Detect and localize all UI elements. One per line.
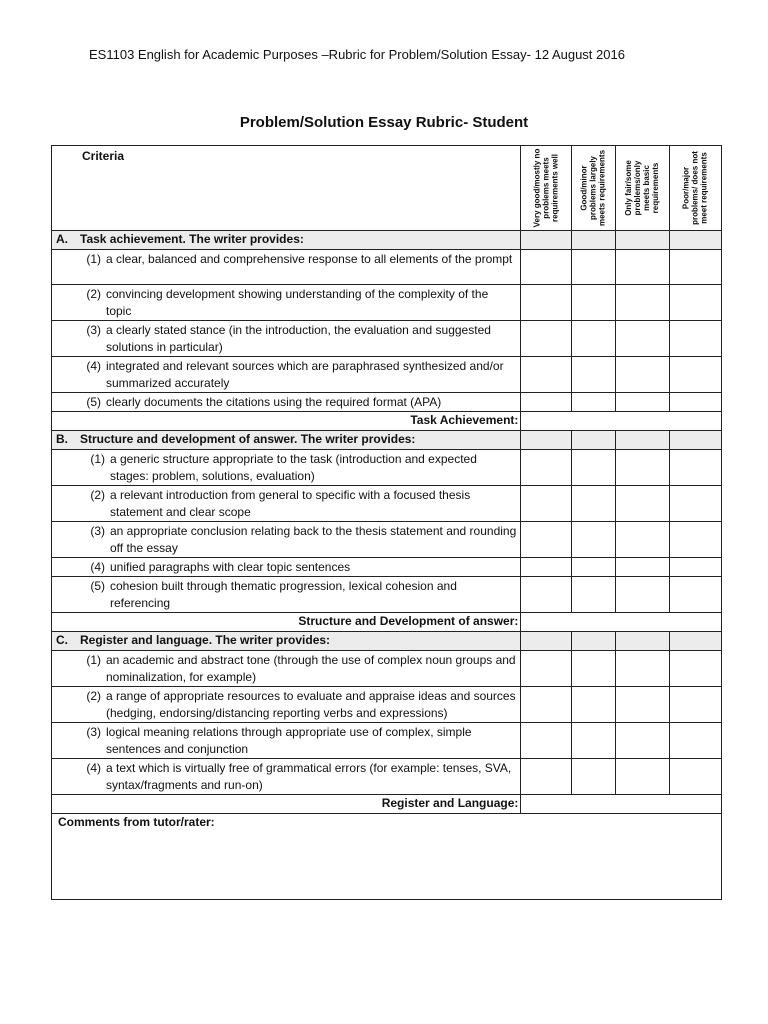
criterion-text: a relevant introduction from general to specific with a focused thesis statement and clear scope (110, 488, 471, 519)
criterion-content (52, 486, 520, 521)
section-rating-cell-very-good[interactable] (521, 431, 571, 450)
criterion-number: (3) (86, 725, 101, 739)
criterion-rating-cell-good[interactable] (571, 250, 615, 285)
section-row (52, 231, 722, 250)
criterion-rating-cell-good[interactable] (571, 522, 615, 558)
section-row (52, 431, 722, 450)
criterion-cell (52, 357, 521, 393)
criterion-number: (4) (86, 761, 101, 775)
rubric-body (52, 146, 722, 900)
criterion-number: (2) (86, 287, 101, 301)
criterion-rating-cell-poor[interactable] (669, 522, 721, 558)
comments-cell[interactable] (52, 814, 722, 900)
criterion-cell (52, 250, 521, 285)
criterion-rating-cell-poor[interactable] (669, 723, 721, 759)
header-row (52, 146, 722, 231)
criterion-content (52, 522, 520, 557)
criterion-rating-cell-poor[interactable] (669, 285, 721, 321)
section-rating-cell-poor[interactable] (669, 431, 721, 450)
criterion-cell (52, 321, 521, 357)
criterion-row (52, 285, 722, 321)
criterion-rating-cell-very-good[interactable] (521, 357, 571, 393)
criterion-rating-cell-only-fair[interactable] (615, 522, 669, 558)
criterion-cell (52, 285, 521, 321)
section-rating-cell-only-fair[interactable] (615, 632, 669, 651)
section-letter: A. (56, 232, 68, 246)
criterion-rating-cell-poor[interactable] (669, 321, 721, 357)
criteria-header-cell (52, 146, 521, 231)
subtotal-value-cell[interactable] (521, 412, 722, 431)
subtotal-label: Register and Language: (52, 795, 521, 814)
rating-label-poor: Poor/major problems/ does not meet requirements (681, 151, 709, 225)
section-rating-cell-very-good[interactable] (521, 231, 571, 250)
criterion-row (52, 651, 722, 687)
criterion-text: an academic and abstract tone (through the use of complex noun groups and nominalization, for example) (106, 653, 516, 684)
criterion-content (52, 393, 520, 411)
criterion-row (52, 723, 722, 759)
criterion-number: (1) (86, 653, 101, 667)
criterion-text: a generic structure appropriate to the task (introduction and expected stages: problem, solutions, evaluation) (110, 452, 477, 483)
page-title: Problem/Solution Essay Rubric- Student (239, 114, 529, 131)
criterion-rating-cell-poor[interactable] (669, 357, 721, 393)
document-header: ES1103 English for Academic Purposes –Rubric for Problem/Solution Essay- 12 August 2016 (89, 47, 625, 62)
criterion-content (52, 250, 520, 268)
criterion-row (52, 450, 722, 486)
section-heading-cell (52, 231, 521, 250)
criterion-rating-cell-only-fair[interactable] (615, 250, 669, 285)
criterion-number: (2) (90, 488, 105, 502)
criterion-row (52, 393, 722, 412)
criterion-rating-cell-poor[interactable] (669, 486, 721, 522)
criterion-cell (52, 393, 521, 412)
subtotal-label: Structure and Development of answer: (52, 613, 521, 632)
subtotal-row (52, 412, 722, 431)
criterion-rating-cell-good[interactable] (571, 321, 615, 357)
criterion-rating-cell-poor[interactable] (669, 250, 721, 285)
criterion-rating-cell-very-good[interactable] (521, 393, 571, 412)
criterion-rating-cell-only-fair[interactable] (615, 759, 669, 795)
criterion-rating-cell-good[interactable] (571, 486, 615, 522)
criterion-text: logical meaning relations through appropriate use of complex, simple sentences and conjunction (106, 725, 472, 756)
criterion-text: unified paragraphs with clear topic sentences (110, 560, 351, 574)
section-rating-cell-very-good[interactable] (521, 632, 571, 651)
criterion-number: (3) (90, 524, 105, 538)
comments-label: Comments from tutor/rater: (58, 815, 215, 829)
criterion-rating-cell-only-fair[interactable] (615, 577, 669, 613)
subtotal-label: Task Achievement: (52, 412, 521, 431)
rating-label-good: Good/minor problems largely meets requirements (579, 149, 607, 227)
criterion-rating-cell-only-fair[interactable] (615, 651, 669, 687)
criterion-text: a clear, balanced and comprehensive response to all elements of the prompt (106, 252, 513, 266)
criterion-rating-cell-only-fair[interactable] (615, 558, 669, 577)
criterion-rating-cell-only-fair[interactable] (615, 357, 669, 393)
criterion-rating-cell-good[interactable] (571, 450, 615, 486)
criterion-rating-cell-very-good[interactable] (521, 687, 571, 723)
section-letter: C. (56, 633, 68, 647)
criterion-row (52, 250, 722, 285)
section-heading-cell (52, 632, 521, 651)
criterion-row (52, 558, 722, 577)
criterion-content (52, 759, 520, 794)
section-rating-cell-poor[interactable] (669, 231, 721, 250)
criterion-number: (3) (86, 323, 101, 337)
criterion-rating-cell-poor[interactable] (669, 687, 721, 723)
criterion-number: (2) (86, 689, 101, 703)
criterion-rating-cell-good[interactable] (571, 723, 615, 759)
criterion-rating-cell-very-good[interactable] (521, 250, 571, 285)
criterion-rating-cell-only-fair[interactable] (615, 723, 669, 759)
section-letter: B. (56, 432, 68, 446)
criterion-text: clearly documents the citations using the required format (APA) (106, 395, 442, 409)
rating-header-very-good (521, 146, 571, 231)
criterion-number: (5) (90, 579, 105, 593)
criterion-row (52, 687, 722, 723)
criterion-rating-cell-good[interactable] (571, 393, 615, 412)
section-heading-cell (52, 431, 521, 450)
criterion-rating-cell-poor[interactable] (669, 577, 721, 613)
criterion-rating-cell-good[interactable] (571, 651, 615, 687)
criterion-text: an appropriate conclusion relating back to the thesis statement and rounding off the essay (110, 524, 517, 555)
comments-row (52, 814, 722, 900)
criterion-rating-cell-very-good[interactable] (521, 522, 571, 558)
rating-header-only-fair (615, 146, 669, 231)
section-rating-cell-only-fair[interactable] (615, 231, 669, 250)
criterion-rating-cell-good[interactable] (571, 285, 615, 321)
criterion-cell (52, 450, 521, 486)
criterion-rating-cell-good[interactable] (571, 357, 615, 393)
criterion-cell (52, 723, 521, 759)
criterion-text: convincing development showing understanding of the complexity of the topic (106, 287, 489, 318)
criterion-rating-cell-very-good[interactable] (521, 651, 571, 687)
criterion-text: a range of appropriate resources to evaluate and appraise ideas and sources (hedging, endorsing/distancing reporting verbs and expressions) (106, 689, 516, 720)
criterion-rating-cell-poor[interactable] (669, 450, 721, 486)
section-rating-cell-good[interactable] (571, 632, 615, 651)
section-row (52, 632, 722, 651)
criterion-rating-cell-only-fair[interactable] (615, 393, 669, 412)
rating-header-poor (669, 146, 721, 231)
criterion-rating-cell-poor[interactable] (669, 759, 721, 795)
criterion-cell (52, 577, 521, 613)
criterion-content (52, 558, 520, 576)
criterion-rating-cell-good[interactable] (571, 687, 615, 723)
section-rating-cell-good[interactable] (571, 431, 615, 450)
criterion-content (52, 651, 520, 686)
criterion-row (52, 577, 722, 613)
criterion-number: (1) (90, 452, 105, 466)
criterion-text: a text which is virtually free of grammatical errors (for example: tenses, SVA, syntax/fragments and run-on) (106, 761, 512, 792)
criterion-row (52, 759, 722, 795)
criterion-cell (52, 687, 521, 723)
criterion-cell (52, 558, 521, 577)
section-rating-cell-poor[interactable] (669, 632, 721, 651)
criterion-number: (1) (86, 252, 101, 266)
criterion-text: integrated and relevant sources which are paraphrased synthesized and/or summarized accurately (106, 359, 504, 390)
criterion-rating-cell-very-good[interactable] (521, 486, 571, 522)
criterion-rating-cell-only-fair[interactable] (615, 687, 669, 723)
criterion-row (52, 321, 722, 357)
section-rating-cell-good[interactable] (571, 231, 615, 250)
subtotal-value-cell[interactable] (521, 795, 722, 814)
criterion-text: a clearly stated stance (in the introduction, the evaluation and suggested solutions in particular) (106, 323, 491, 354)
criterion-rating-cell-very-good[interactable] (521, 450, 571, 486)
criterion-rating-cell-only-fair[interactable] (615, 450, 669, 486)
criterion-rating-cell-poor[interactable] (669, 393, 721, 412)
criterion-cell (52, 522, 521, 558)
rating-label-very-good: Very good/mostly no problems meets requirements well (532, 148, 560, 228)
criterion-rating-cell-good[interactable] (571, 759, 615, 795)
criterion-rating-cell-very-good[interactable] (521, 321, 571, 357)
section-heading: Task achievement. The writer provides: (80, 232, 304, 246)
criterion-cell (52, 651, 521, 687)
criterion-rating-cell-very-good[interactable] (521, 723, 571, 759)
rating-label-only-fair: Only fair/some problems/only meets basic requirements (624, 160, 661, 216)
criterion-rating-cell-very-good[interactable] (521, 558, 571, 577)
criterion-cell (52, 486, 521, 522)
criterion-content (52, 687, 520, 722)
criterion-number: (4) (86, 359, 101, 373)
subtotal-row (52, 613, 722, 632)
criterion-rating-cell-only-fair[interactable] (615, 486, 669, 522)
rating-header-good (571, 146, 615, 231)
criterion-rating-cell-good[interactable] (571, 558, 615, 577)
section-heading: Register and language. The writer provides: (80, 633, 331, 647)
criterion-rating-cell-very-good[interactable] (521, 759, 571, 795)
criterion-rating-cell-very-good[interactable] (521, 285, 571, 321)
criterion-content (52, 321, 520, 356)
criterion-content (52, 450, 520, 485)
criterion-row (52, 357, 722, 393)
criterion-content (52, 285, 520, 320)
subtotal-value-cell[interactable] (521, 613, 722, 632)
criteria-label: Criteria (82, 149, 125, 163)
criterion-rating-cell-very-good[interactable] (521, 577, 571, 613)
criterion-rating-cell-only-fair[interactable] (615, 285, 669, 321)
criterion-content (52, 723, 520, 758)
section-rating-cell-only-fair[interactable] (615, 431, 669, 450)
criterion-rating-cell-only-fair[interactable] (615, 321, 669, 357)
criterion-content (52, 357, 520, 392)
rubric-table (51, 145, 722, 900)
criterion-text: cohesion built through thematic progression, lexical cohesion and referencing (110, 579, 457, 610)
criterion-rating-cell-good[interactable] (571, 577, 615, 613)
section-heading: Structure and development of answer. The writer provides: (80, 432, 416, 446)
criterion-rating-cell-poor[interactable] (669, 651, 721, 687)
criterion-row (52, 522, 722, 558)
criterion-cell (52, 759, 521, 795)
subtotal-row (52, 795, 722, 814)
criterion-number: (5) (86, 395, 101, 409)
criterion-number: (4) (90, 560, 105, 574)
criterion-content (52, 577, 520, 612)
criterion-rating-cell-poor[interactable] (669, 558, 721, 577)
criterion-row (52, 486, 722, 522)
